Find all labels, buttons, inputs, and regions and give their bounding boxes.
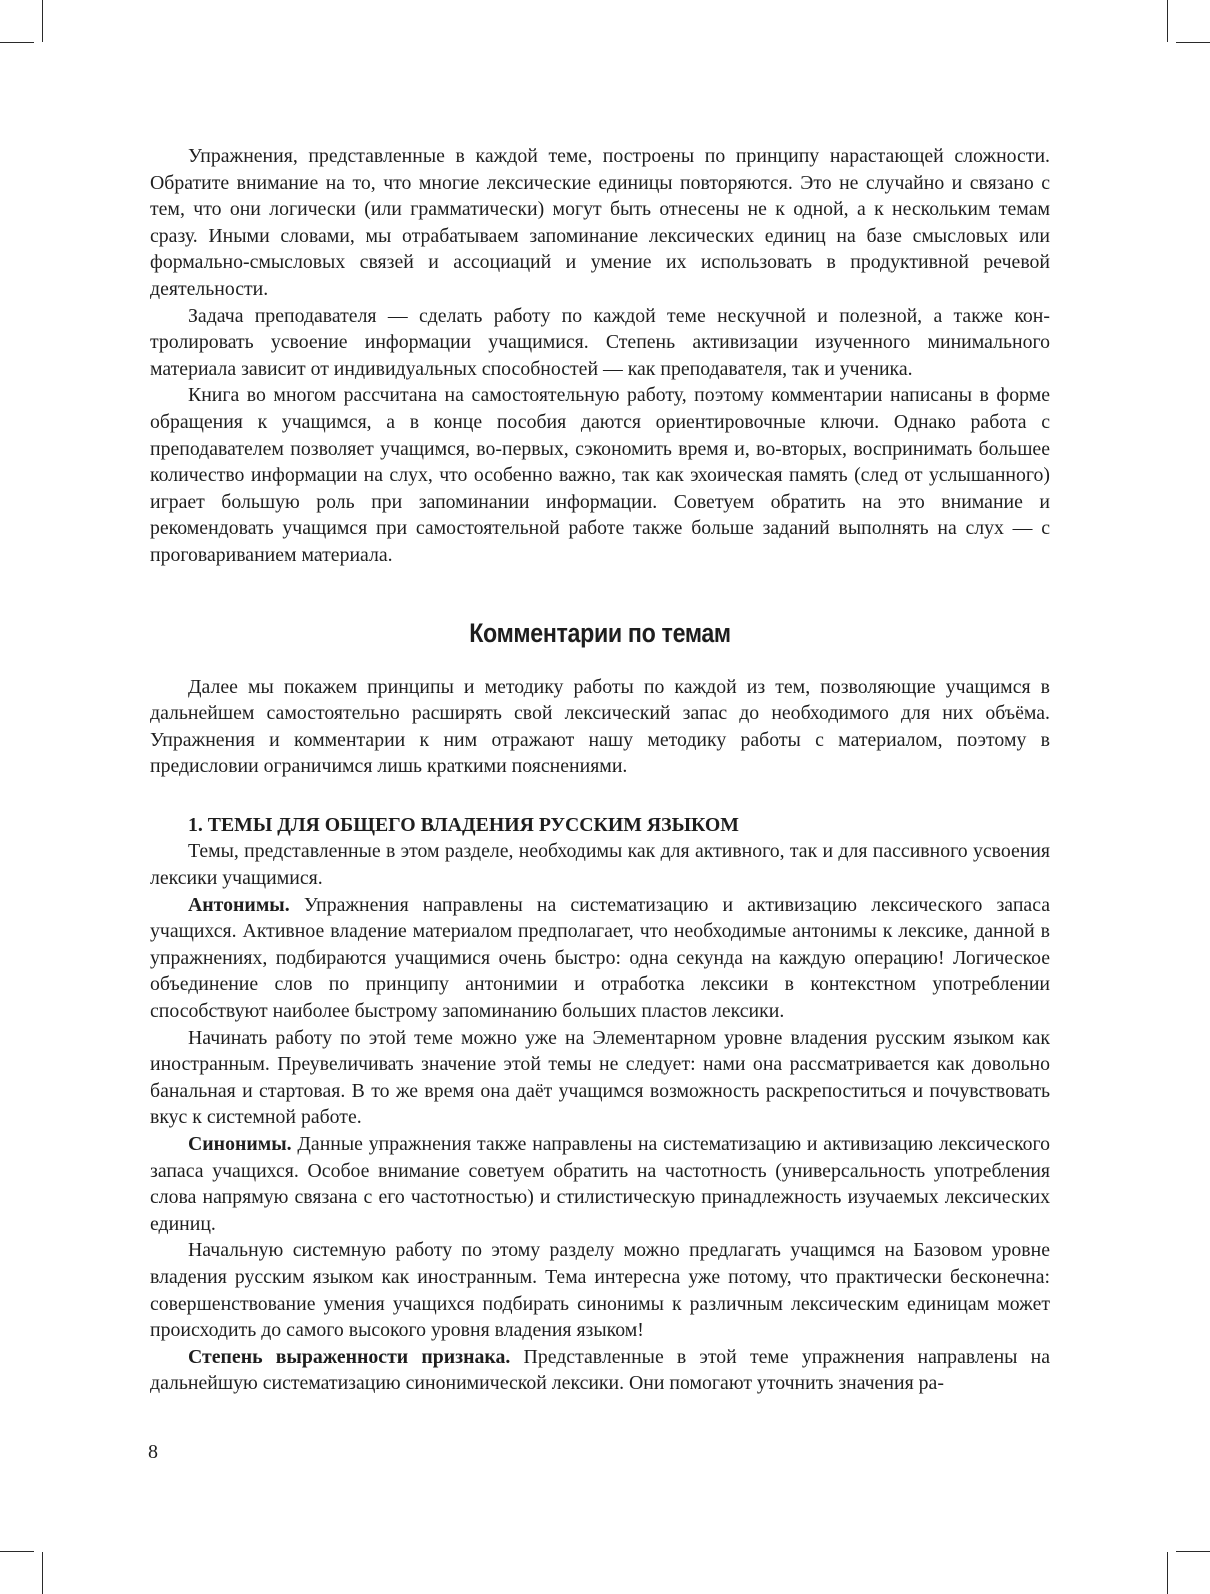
crop-mark-top-left-horizontal — [0, 42, 34, 43]
crop-mark-bottom-right-vertical — [1167, 1552, 1168, 1594]
term-synonyms: Синонимы. — [188, 1133, 292, 1155]
page-body — [150, 143, 1050, 1397]
crop-mark-bottom-left-vertical — [42, 1552, 43, 1594]
antonyms-text: Упражнения направлены на систематизацию и активизацию лексического запаса учащихся. Активное владение материалом предполагает, что необходимые антонимы к лексике, данной в упражнениях, подбираются учащимися очень быстро: одна секунда на каждую операцию! Логическое объединение слов по принципу антонимии и отработка лексики в контекстном употреблении способствуют наиболее быстрому запоминанию больших пластов лексики. — [150, 893, 1050, 1023]
paragraph-intro: Далее мы покажем принципы и методику работы по каждой из тем, позволяющие учащимся в дальнейшем самостоятельно расширять свой лексический запас до необходимого для них объёма. Упражнения и комментарии к ним отражают нашу методику работы с материалом, поэтому в предисловии ограничимся лишь краткими пояснениями. — [150, 675, 1050, 778]
paragraph-section-intro: Темы, представленные в этом разделе, необходимы как для активного, так и для пассивного усвоения лексики учащимися. — [150, 840, 1050, 890]
paragraph-synonyms-level: Начальную системную работу по этому разделу можно предлагать учащимся на Базовом уровне владения русским языком как иностранным. Тема интересна уже потому, что практически бесконечна: совершенствование умения учащихся подбирать синонимы к различным лексическим единицам может происходить до самого высокого уровня владения языком! — [150, 1239, 1050, 1342]
crop-mark-bottom-left-horizontal — [0, 1551, 34, 1552]
paragraph-exercises: Упражнения, представленные в каждой теме, построены по принципу нарастающей сложности. Обратите внимание на то, что многие лексические единицы повторяются. Это не случайно и связано с тем, что они логически (или грамматически) могут быть отнесены не к одной, а к нескольким темам сразу. Иными словами, мы отрабатываем запоминание лексических единиц на базе смысловых или формально-смысловых связей и ассоциаций и умение их использовать в продуктивной речевой деятельности. — [150, 145, 1050, 300]
page-number: 8 — [148, 1441, 158, 1463]
paragraph-degree — [150, 1344, 1050, 1397]
term-degree: Степень выраженности признака. — [188, 1345, 511, 1368]
paragraph-antonyms — [150, 892, 1050, 1025]
synonyms-text: Данные упражнения также направлены на систематизацию и активизацию лексического запаса учащихся. Особое внимание советуем обратить на частотность (универсальность употребления слова напрямую связана с его частотностью) и стилистическую принадлежность изучаемых лексических единиц. — [150, 1133, 1050, 1235]
crop-mark-bottom-right-horizontal — [1176, 1551, 1210, 1552]
section-heading: 1. ТЕМЫ ДЛЯ ОБЩЕГО ВЛАДЕНИЯ РУССКИМ ЯЗЫКОМ — [188, 813, 739, 836]
paragraph-synonyms — [150, 1131, 1050, 1237]
degree-text: Представленные в этой теме упражнения направлены на дальнейшую систематизацию синонимической лексики. Они помогают уточнить значения ра- — [150, 1345, 1051, 1395]
paragraph-antonyms-level: Начинать работу по этой теме можно уже на Элементарном уровне владения русским языком как иностранным. Преувеличивать значение этой темы не следует: нами она рассматривается как довольно банальная и стартовая. В то же время она даёт учащимся возможность раскрепоститься и почувствовать вкус к системной работе. — [150, 1026, 1050, 1129]
page-title: Комментарии по темам — [469, 617, 731, 648]
crop-mark-top-right-vertical — [1167, 0, 1168, 42]
term-antonyms: Антонимы. — [188, 893, 290, 916]
crop-mark-top-left-vertical — [42, 0, 43, 42]
crop-mark-top-right-horizontal — [1176, 42, 1210, 43]
paragraph-teacher-task: Задача преподавателя — сделать работу по каждой теме нескучной и полезной, а также контролировать усвоение информации учащимися. Степень активизации изученного минимального материала зависит от индивидуальных способностей — как преподавателя, так и ученика. — [150, 304, 1050, 380]
paragraph-self-study: Книга во многом рассчитана на самостоятельную работу, поэтому комментарии написаны в форме обращения к учащимся, а в конце пособия даются ориентировочные ключи. Однако работа с преподавателем позволяет учащимся, во-первых, сэкономить время и, во-вторых, воспринимать большее количество информации на слух, что особенно важно, так как эхоическая память (след от услышанного) играет большую роль при запоминании информации. Советуем обратить на это внимание и рекомендовать учащимся при самостоятельной работе также больше заданий выполнять на слух — с проговариванием материала. — [150, 384, 1050, 566]
